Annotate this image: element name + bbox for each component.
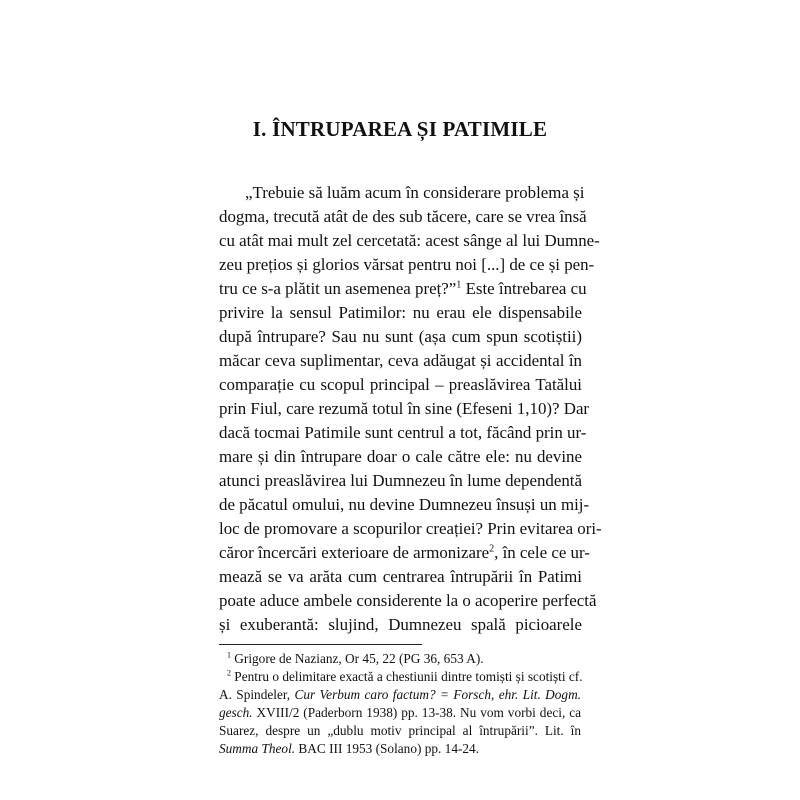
body-line: cu atât mai mult zel cercetată: acest sânge al lui Dumne-	[219, 231, 600, 250]
footnote-title-italic: Cur Verbum caro factum? = Forsch, ehr. Lit. Dogm.	[294, 687, 582, 702]
body-line: loc de promovare a scopurilor creației? Prin evitarea ori-	[219, 519, 602, 538]
footnote-ref-1[interactable]: 1	[456, 279, 462, 291]
body-line: atunci preaslăvirea lui Dumnezeu în lume dependentă	[219, 471, 583, 490]
body-line: „Trebuie să luăm acum în considerare problema și	[245, 183, 585, 202]
body-line: dacă tocmai Patimile sunt centrul a tot, făcând prin ur-	[219, 423, 587, 442]
body-line: dogma, trecută atât de des sub tăcere, care se vrea însă	[219, 207, 587, 226]
footnote-2-line	[219, 704, 581, 722]
footnote-2-line	[219, 740, 581, 758]
body-line: comparație cu scopul principal – preaslăvirea Tatălui	[219, 375, 582, 394]
body-text-fragment: căror încercări exterioare de armonizare	[219, 543, 490, 562]
body-line: de păcatul omului, nu devine Dumnezeu însuși un mij-	[219, 495, 590, 514]
body-text-fragment: tru ce s-a plătit un asemenea preț?”	[219, 279, 457, 298]
footnote-number: 2	[227, 668, 231, 678]
footnote-text: A. Spindeler,	[219, 687, 295, 702]
footnote-text: Pentru o delimitare exactă a chestiunii dintre tomiști și scotiști cf.	[230, 669, 583, 684]
footnote-text: Grigore de Nazianz, Or 45, 22 (PG 36, 653 A).	[230, 651, 484, 666]
footnote-number: 1	[227, 650, 231, 660]
footnote-ref-2[interactable]: 2	[489, 543, 495, 555]
body-line: după întrupare? Sau nu sunt (așa cum spun scotiștii)	[219, 327, 582, 346]
body-line	[219, 277, 587, 301]
body-text-fragment: Este întrebarea cu	[461, 279, 587, 298]
footnote-text: BAC III 1953 (Solano) pp. 14-24.	[295, 741, 480, 756]
body-line: măcar ceva suplimentar, ceva adăugat și accidental în	[219, 351, 582, 370]
footnote-2-line	[219, 686, 581, 704]
body-line: privire la sensul Patimilor: nu erau ele dispensabile	[219, 303, 582, 322]
footnote-title-italic: gesch.	[219, 705, 253, 720]
body-line: mare și din întrupare doar o cale către ele: nu devine	[219, 447, 582, 466]
body-line: poate aduce ambele considerente la o acoperire perfectă	[219, 591, 597, 610]
footnote-1	[227, 650, 581, 668]
body-line: zeu prețios și glorios vărsat pentru noi [...] de ce și pen-	[219, 255, 595, 274]
footnote-separator	[219, 644, 422, 645]
chapter-title: I. ÎNTRUPAREA ȘI PATIMILE	[252, 117, 548, 141]
footnote-2-line: Suarez, despre un „dublu motiv principal al întrupării”. Lit. în	[219, 723, 581, 738]
body-line	[219, 541, 590, 565]
footnote-title-italic: Summa Theol.	[219, 741, 296, 756]
body-text-fragment: , în cele ce ur-	[494, 543, 590, 562]
body-line: mează se va arăta cum centrarea întrupării în Patimi	[219, 567, 582, 586]
body-line: prin Fiul, care rezumă totul în sine (Efeseni 1,10)? Dar	[219, 399, 590, 418]
body-line: și exuberantă: slujind, Dumnezeu spală picioarele	[219, 615, 582, 634]
footnote-2-line	[227, 668, 581, 686]
footnote-text: XVIII/2 (Paderborn 1938) pp. 13-38. Nu vom vorbi deci, ca	[252, 705, 581, 720]
